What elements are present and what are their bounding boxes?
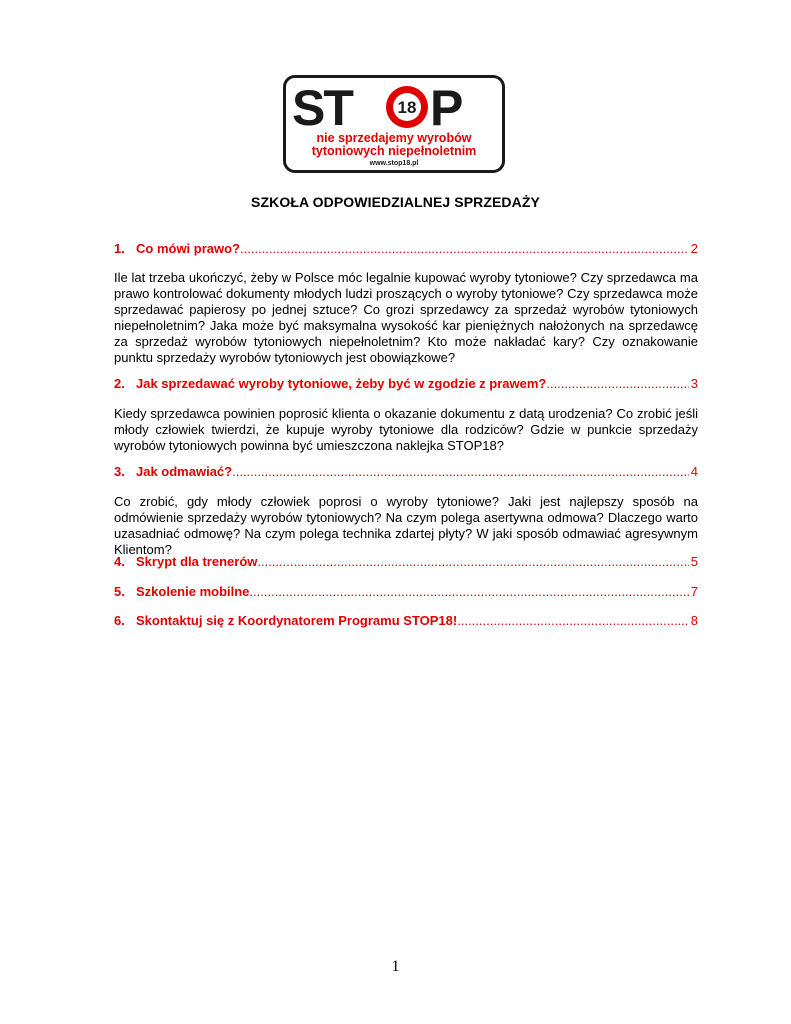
toc-page-number: 2 — [690, 241, 698, 256]
toc-label: Co mówi prawo? — [136, 241, 240, 256]
toc-leader-dots — [546, 376, 688, 392]
toc-entry-4[interactable] — [114, 554, 698, 570]
toc-page-number: 7 — [690, 584, 698, 599]
toc-description-2: Kiedy sprzedawca powinien poprosić klienta o okazanie dokumentu z datą urodzenia? Co zrobić jeśli młody człowiek twierdzi, że kupuje wyroby tytoniowe dla rodziców? Gdzie w punkcie sprzedaży wyrobów tytoniowych powinna być umieszczona naklejka STOP18? — [114, 406, 698, 453]
toc-entry-5[interactable] — [114, 584, 698, 600]
toc-number: 3. — [114, 464, 125, 479]
page-number: 1 — [391, 958, 400, 975]
toc-number: 5. — [114, 584, 125, 599]
toc-page-number: 3 — [690, 376, 698, 391]
toc-entry-6[interactable] — [114, 613, 698, 629]
toc-label: Jak sprzedawać wyroby tytoniowe, żeby być w zgodzie z prawem? — [136, 376, 547, 391]
logo-tagline-line1: nie sprzedajemy wyrobów — [316, 131, 472, 145]
toc-leader-dots — [457, 613, 689, 629]
toc-label: Skontaktuj się z Koordynatorem Programu STOP18! — [136, 613, 458, 628]
toc-leader-dots — [257, 554, 688, 570]
toc-leader-dots — [249, 584, 688, 600]
logo-url: www.stop18.pl — [369, 160, 419, 167]
toc-entry-1[interactable] — [114, 241, 698, 257]
stop18-logo — [283, 75, 505, 173]
toc-label: Skrypt dla trenerów — [136, 554, 258, 569]
toc-label: Jak odmawiać? — [136, 464, 233, 479]
toc-page-number: 5 — [690, 554, 698, 569]
toc-entry-3[interactable] — [114, 464, 698, 480]
toc-description-1: Ile lat trzeba ukończyć, żeby w Polsce móc legalnie kupować wyroby tytoniowe? Czy sprzedawca ma prawo kontrolować dokumenty młodych ludzi proszących o wyroby tytoniowe? Czy sprzedawca może sprzedawać papierosy po jednej sztuce? Co grozi sprzedawcy za sprzedaż wyrobów tytoniowych niepełnoletnim? Jaka może być maksymalna wysokość kar pieniężnych nałożonych na sprzedawcę za sprzedaż wyrobów tytoniowych niepełnoletnim? Kto może nakładać kary? Czy oznakowanie punktu sprzedaży wyrobów tytoniowych jest obowiązkowe? — [114, 270, 698, 365]
toc-page-number: 4 — [690, 464, 698, 479]
logo-word-right: P — [430, 80, 464, 136]
toc-leader-dots — [232, 464, 689, 480]
toc-page-number: 8 — [690, 613, 698, 628]
logo-word-left: ST — [292, 80, 352, 136]
document-title: SZKOŁA ODPOWIEDZIALNEJ SPRZEDAŻY — [251, 194, 540, 210]
toc-leader-dots — [240, 241, 689, 257]
toc-description-3: Co zrobić, gdy młody człowiek poprosi o wyroby tytoniowe? Jaki jest najlepszy sposób na odmówienie sprzedaży wyrobów tytoniowych? Na czym polega asertywna odmowa? Dlaczego warto uzasadniać odmowę? Na czym polega technika zdartej płyty? W jaki sposób odmawiać agresywnym Klientom? — [114, 494, 698, 557]
toc-number: 6. — [114, 613, 125, 628]
toc-number: 4. — [114, 554, 125, 569]
toc-number: 2. — [114, 376, 125, 391]
toc-label: Szkolenie mobilne — [136, 584, 250, 599]
logo-tagline-line2: tytoniowych niepełnoletnim — [311, 144, 477, 158]
stop18-logo-graphic — [286, 78, 502, 170]
toc-entry-2[interactable] — [114, 376, 698, 392]
toc-number: 1. — [114, 241, 125, 256]
logo-badge-number: 18 — [397, 98, 417, 117]
